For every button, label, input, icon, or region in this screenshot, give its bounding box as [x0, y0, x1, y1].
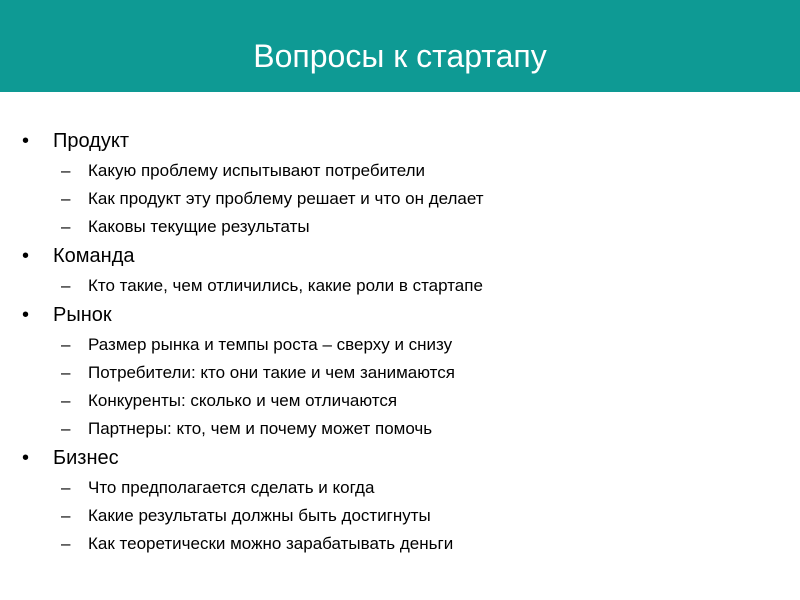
section-head — [0, 443, 800, 474]
dash-icon: – — [61, 391, 71, 410]
section-product — [0, 126, 800, 241]
list-item — [0, 474, 800, 502]
list-item-label: Размер рынка и темпы роста – сверху и снизу — [88, 335, 453, 354]
list-item-label: Каковы текущие результаты — [88, 217, 310, 236]
list-item — [0, 331, 800, 359]
dash-icon: – — [61, 506, 71, 525]
section-team — [0, 241, 800, 300]
dash-icon: – — [61, 161, 71, 180]
bullet-icon: • — [22, 447, 30, 469]
list-item-label: Что предполагается сделать и когда — [88, 478, 375, 497]
section-head — [0, 126, 800, 157]
bullet-icon: • — [22, 245, 30, 267]
list-item-label: Потребители: кто они такие и чем занимаются — [88, 363, 455, 382]
section-head — [0, 300, 800, 331]
section-label: Продукт — [53, 130, 129, 152]
dash-icon: – — [61, 335, 71, 354]
dash-icon: – — [61, 363, 71, 382]
section-business — [0, 443, 800, 558]
dash-icon: – — [61, 534, 71, 553]
list-item — [0, 185, 800, 213]
dash-icon: – — [61, 419, 71, 438]
list-item — [0, 272, 800, 300]
list-item-label: Кто такие, чем отличились, какие роли в стартапе — [88, 276, 483, 295]
list-item-label: Конкуренты: сколько и чем отличаются — [88, 391, 398, 410]
dash-icon: – — [61, 478, 71, 497]
list-item-label: Какие результаты должны быть достигнуты — [88, 506, 431, 525]
dash-icon: – — [61, 189, 71, 208]
list-item — [0, 415, 800, 443]
dash-icon: – — [61, 217, 71, 236]
dash-icon: – — [61, 276, 71, 295]
section-head — [0, 241, 800, 272]
list-item — [0, 387, 800, 415]
section-market — [0, 300, 800, 443]
section-label: Рынок — [53, 304, 112, 326]
list-item-label: Партнеры: кто, чем и почему может помочь — [88, 419, 433, 438]
list-item — [0, 359, 800, 387]
list-item — [0, 213, 800, 241]
bullet-icon: • — [22, 130, 30, 152]
section-label: Команда — [53, 245, 135, 267]
list-item — [0, 530, 800, 558]
slide-title: Вопросы к стартапу — [253, 38, 547, 74]
list-item-label: Как продукт эту проблему решает и что он делает — [88, 189, 484, 208]
list-item — [0, 502, 800, 530]
list-item-label: Как теоретически можно зарабатывать деньги — [88, 534, 454, 553]
section-label: Бизнес — [53, 447, 119, 469]
bullet-icon: • — [22, 304, 30, 326]
list-item-label: Какую проблему испытывают потребители — [88, 161, 426, 180]
list-item — [0, 157, 800, 185]
slide-content — [0, 126, 800, 558]
